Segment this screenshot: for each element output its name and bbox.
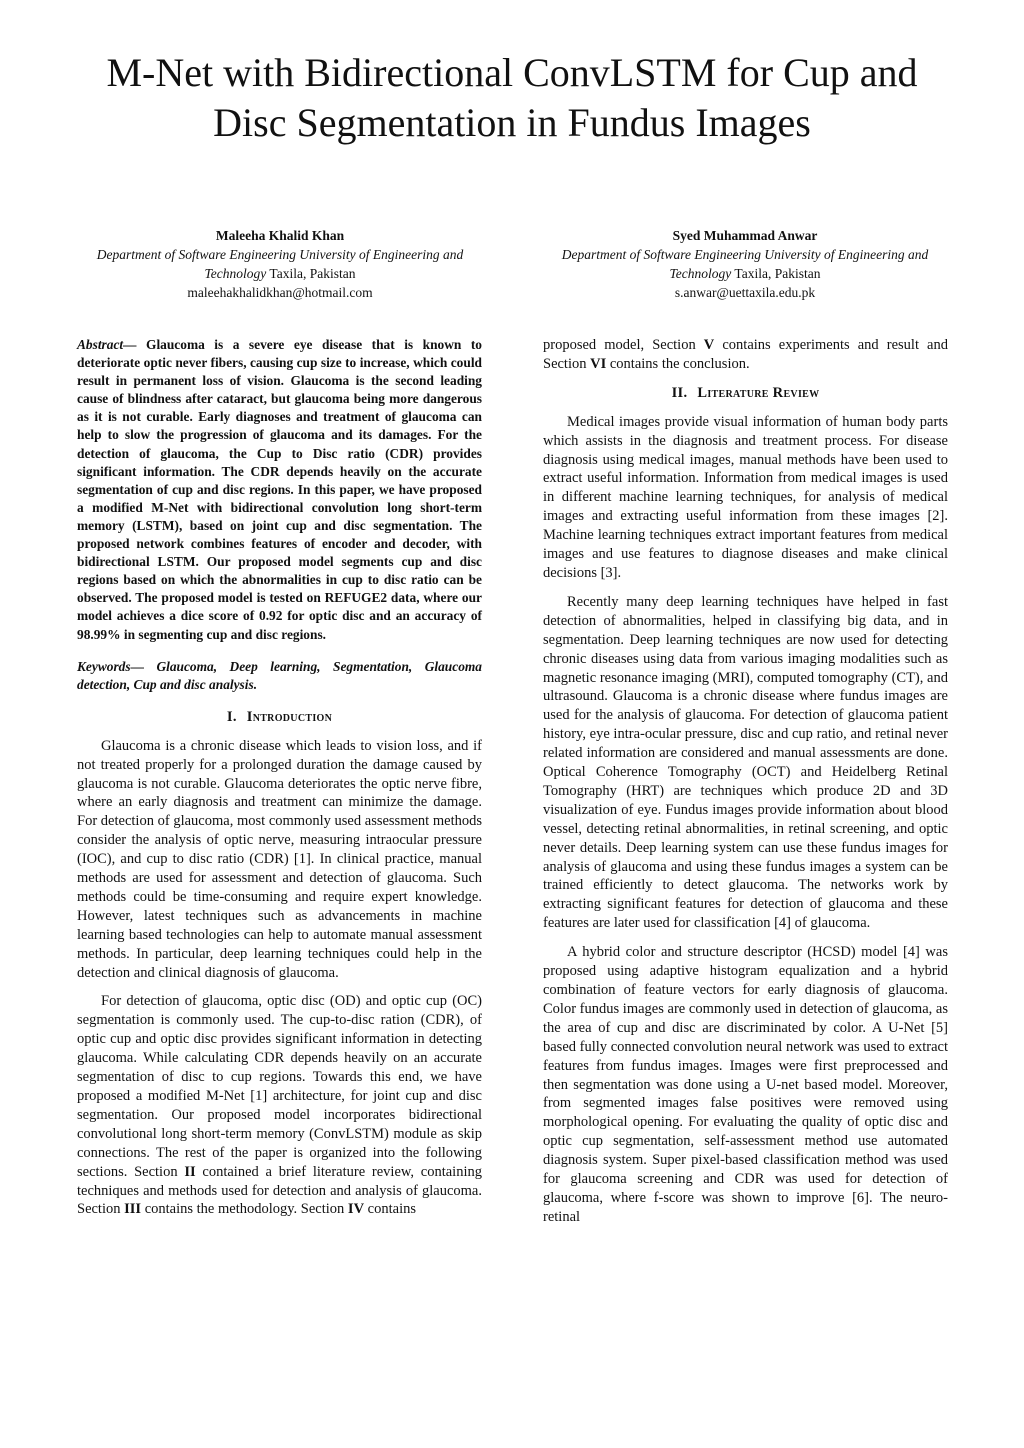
abstract-label: Abstract—: [77, 337, 137, 352]
affiliation-location: Taxila, Pakistan: [731, 266, 821, 281]
section-heading-literature-review: [543, 384, 948, 403]
intro-paragraph-2-continued: [543, 336, 948, 374]
section-ref: IV: [347, 1201, 365, 1218]
abstract-text: Glaucoma is a severe eye disease that is known to deteriorate optic never fibers, causing cup size to increase, which could result in permanent loss of vision. Glaucoma is the second leading cause of blindness after cataract, but glaucoma being more dangerous as it is not curable. Early diagnoses and treatment of glaucoma can help to slow the progression of glaucoma and its damages. For the detection of glaucoma, the Cup to Disc ratio (CDR) provides significant information. The CDR depends heavily on the accurate segmentation of cup and disc regions. In this paper, we have proposed a modified M-Net with bidirectional convolution long short-term memory (LSTM), based on joint cup and disc segmentation. The proposed network combines features of encoder and decoder, with bidirectional LSTM. Our proposed model segments cup and disc regions based on which the abnormalities in cup to disc ratio can be observed. The proposed model is tested on REFUGE2 data, where our model achieves a dice score of 0.92 for optic disc and an accuracy of 98.99% in segmenting cup and disc regions.: [77, 337, 482, 642]
section-ref: III: [124, 1201, 142, 1218]
section-ref: V: [703, 337, 715, 353]
paper-title: [40, 48, 984, 148]
section-heading-introduction: [77, 708, 482, 727]
section-ref: II: [184, 1163, 196, 1180]
keywords-label: Keywords—: [77, 658, 144, 674]
title-line-1: M-Net with Bidirectional ConvLSTM for Cup and: [106, 50, 918, 95]
section-number: I.: [226, 708, 237, 725]
text-run: contains experiments and result and Section: [543, 337, 948, 372]
literature-paragraph-1: Medical images provide visual information of human body parts which assists in the diagnosis and treatment process. For disease diagnosis using medical images, manual methods have been used to extract useful information. Information from medical images is used in different machine learning techniques, for analysis of medical images and extracting useful information from these images [2]. Machine learning techniques extract important features from medical images and use features to diagnose diseases and make clinical decisions [3].: [543, 413, 948, 581]
right-column: [543, 336, 948, 1237]
section-ref: VI: [590, 355, 607, 372]
author-name: Syed Muhammad Anwar: [672, 228, 818, 243]
intro-paragraph-1: Glaucoma is a chronic disease which leads to vision loss, and if not treated properly for a prolonged duration the damage caused by glaucoma is not curable. Glaucoma deteriorates the optic nerve fibre, where an early diagnosis and treatment can minimize the damage. For detection of glaucoma, most commonly used assessment methods consider the analysis of optic nerve, measuring intraocular pressure (IOC), and cup to disc ratio (CDR) [1]. In clinical practice, manual methods are used for assessment and detection of glaucoma. Such methods could be time-consuming and require expert knowledge. However, latest techniques such as advancements in machine learning based technologies can help to automate manual assessment methods. In particular, deep learning techniques could help in the detection and clinical diagnosis of glaucoma.: [77, 737, 482, 981]
section-title: Literature Review: [697, 384, 820, 401]
keywords-text: Glaucoma, Deep learning, Segmentation, Glaucoma detection, Cup and disc analysis.: [77, 658, 482, 692]
author-affiliation: [535, 245, 955, 283]
affiliation-location: Taxila, Pakistan: [266, 266, 356, 281]
author-block-1: [70, 226, 490, 302]
keywords: [77, 658, 482, 694]
text-run: proposed model, Section: [543, 337, 704, 353]
author-name: Maleeha Khalid Khan: [215, 228, 345, 243]
text-run: contains: [364, 1201, 416, 1218]
author-block-2: [535, 226, 955, 302]
section-title: Introduction: [246, 708, 333, 725]
section-number: II.: [671, 384, 688, 401]
author-affiliation: [70, 245, 490, 283]
title-line-2: Disc Segmentation in Fundus Images: [213, 100, 811, 145]
text-run: For detection of glaucoma, optic disc (OD) and optic cup (OC) segmentation is commonly used. The cup-to-disc ration (CDR), of optic cup and optic disc provides significant information in detecting glaucoma. While calculating CDR depends heavily on an accurate segmentation of disc to cup regions. Towards this end, we have proposed a modified M-Net [1] architecture, for joint cup and disc segmentation. Our proposed model incorporates bidirectional convolutional long short-term memory (ConvLSTM) module as skip connections. The rest of the paper is organized into the following sections. Section: [77, 993, 482, 1180]
literature-paragraph-3: A hybrid color and structure descriptor (HCSD) model [4] was proposed using adaptive histogram equalization and a hybrid combination of feature vectors for early diagnosis of glaucoma. Color fundus images are commonly used in detection of glaucoma, as the area of cup and disc are discriminated by color. A U-Net [5] based fully connected convolution neural network was used to extract features from fundus images. Images were first preprocessed and then segmentation was done using a U-net based model. Moreover, from segmented images false positives were removed using morphological opening. For evaluating the quality of optic disc and optic cup segmentation, self-assessment method use automated diagnosis system. Super pixel-based classification method was used for glaucoma screening and CDR was used for detection of glaucoma, where f-score was shown to improve [6]. The neuro-retinal: [543, 944, 948, 1225]
abstract: [77, 336, 482, 644]
affiliation-department: Department of Software Engineering University of Engineering and Technology: [96, 247, 464, 281]
left-column: [77, 336, 482, 1229]
text-run: contained a brief literature review, containing techniques and methods used for detection and analysis of glaucoma. Section: [77, 1163, 482, 1218]
author-email: maleehakhalidkhan@hotmail.com: [187, 285, 373, 300]
author-email: s.anwar@uettaxila.edu.pk: [674, 285, 816, 300]
intro-paragraph-2: [77, 992, 482, 1219]
literature-paragraph-2: Recently many deep learning techniques have helped in fast detection of abnormalities, helped in classifying big data, and in segmentation. Deep learning techniques are now used for detecting chronic diseases using data from various imaging modalities such as magnetic resonance imaging (MRI), computed tomography (CT), and ultrasound. Glaucoma is a chronic disease where fundus images are used for the analysis of glaucoma. For detection of glaucoma patient history, eye intra-ocular pressure, disc and cup ratio, and retinal never related information are considered and manual assessments are done. Optical Coherence Tomography (OCT) and Heidelberg Retinal Tomography (HRT) are techniques which produce 2D and 3D visualization of eye. Fundus images provide information about blood vessel, detecting retinal abnormalities, in retinal screening, and optic never details. Deep learning system can use these fundus images for analysis of glaucoma and using these fundus images a system can be trained efficiently to detect glaucoma. The networks work by extracting significant features for detection of glaucoma and these features are later used for classification [4] of glaucoma.: [543, 593, 948, 932]
affiliation-department: Department of Software Engineering University of Engineering and Technology: [561, 247, 929, 281]
text-run: contains the methodology. Section: [141, 1201, 348, 1218]
text-run: contains the conclusion.: [606, 355, 750, 372]
